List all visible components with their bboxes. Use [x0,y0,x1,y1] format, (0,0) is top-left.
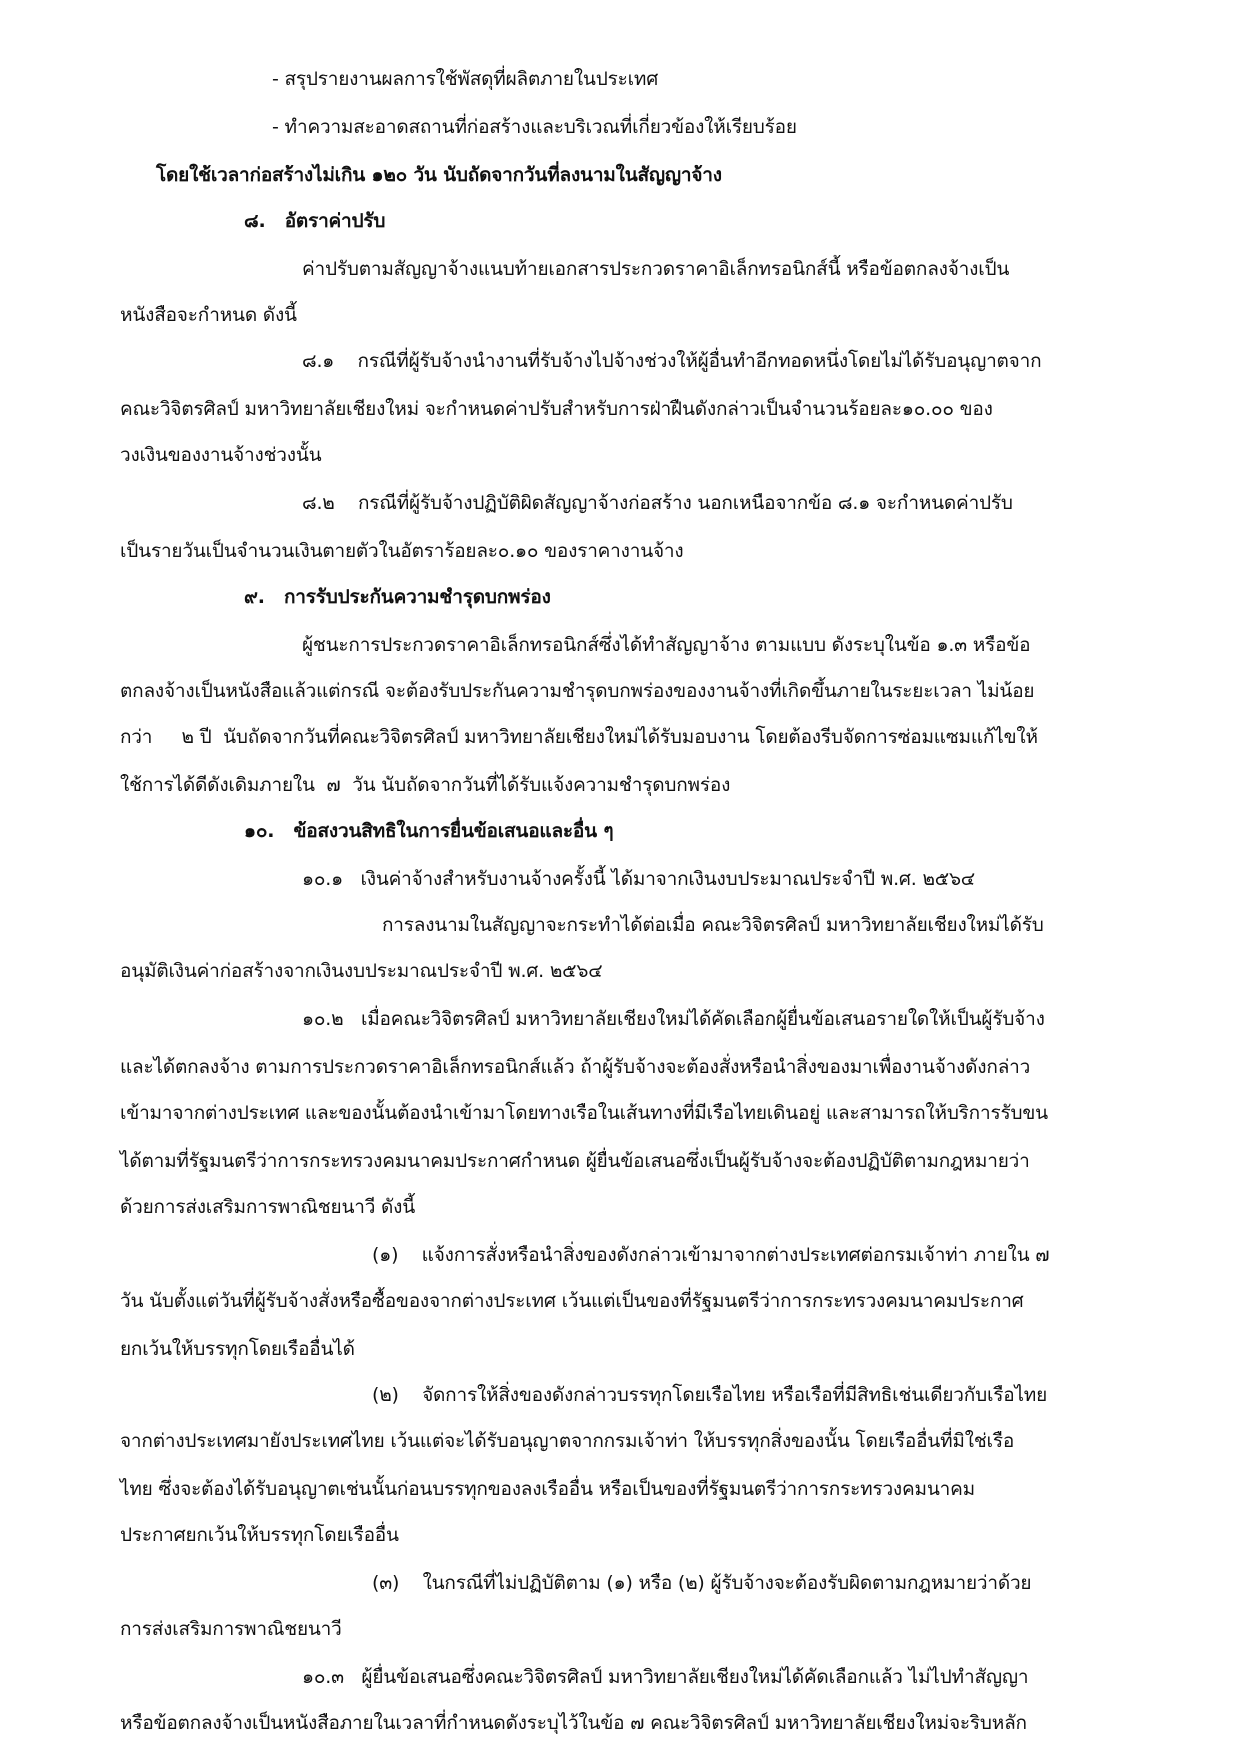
paragraph-line: หรือข้อตกลงจ้างเป็นหนังสือภายในเวลาที่กำหนดดังระบุไว้ในข้อ ๗ คณะวิจิตรศิลป์ มหาวิทยาลัยเชียงใหม่จะริบหลัก [120,1712,1027,1734]
paragraph-line: คณะวิจิตรศิลป์ มหาวิทยาลัยเชียงใหม่ จะกำหนดค่าปรับสำหรับการฝ่าฝืนดังกล่าวเป็นจำนวนร้อยละ๑๐.๐๐ ของ [120,398,993,420]
paragraph-line: เข้ามาจากต่างประเทศ และของนั้นต้องนำเข้ามาโดยทางเรือในเส้นทางที่มีเรือไทยเดินอยู่ และสามารถให้บริการรับขน [120,1102,1048,1124]
paragraph-line: (๒) จัดการให้สิ่งของดังกล่าวบรรทุกโดยเรือไทย หรือเรือที่มีสิทธิเช่นเดียวกับเรือไทย [372,1384,1048,1406]
paragraph-line: วงเงินของงานจ้างช่วงนั้น [120,444,322,466]
paragraph-line: ใช้การได้ดีดังเดิมภายใน ๗ วัน นับถัดจากวันที่ได้รับแจ้งความชำรุดบกพร่อง [120,774,731,796]
section-heading: ๘. อัตราค่าปรับ [244,210,386,232]
bullet-line: - สรุปรายงานผลการใช้พัสดุที่ผลิตภายในประเทศ [272,68,659,90]
paragraph-line: การลงนามในสัญญาจะกระทำได้ต่อเมื่อ คณะวิจิตรศิลป์ มหาวิทยาลัยเชียงใหม่ได้รับ [382,914,1044,936]
paragraph-line: กว่า ๒ ปี นับถัดจากวันที่คณะวิจิตรศิลป์ มหาวิทยาลัยเชียงใหม่ได้รับมอบงาน โดยต้องรีบจัดการซ่อมแซมแก้ไขให้ [120,726,1038,748]
paragraph-line: เป็นรายวันเป็นจำนวนเงินตายตัวในอัตราร้อยละ๐.๑๐ ของราคางานจ้าง [120,540,684,562]
paragraph-line: ผู้ชนะการประกวดราคาอิเล็กทรอนิกส์ซึ่งได้ทำสัญญาจ้าง ตามแบบ ดังระบุในข้อ ๑.๓ หรือข้อ [302,634,1031,656]
paragraph-line: ๑๐.๑ เงินค่าจ้างสำหรับงานจ้างครั้งนี้ ได้มาจากเงินงบประมาณประจำปี พ.ศ. ๒๕๖๔ [302,868,975,890]
paragraph-line: ๘.๑ กรณีที่ผู้รับจ้างนำงานที่รับจ้างไปจ้างช่วงให้ผู้อื่นทำอีกทอดหนึ่งโดยไม่ได้รับอนุญาตจาก [302,350,1042,372]
paragraph-line: (๑) แจ้งการสั่งหรือนำสิ่งของดังกล่าวเข้ามาจากต่างประเทศต่อกรมเจ้าท่า ภายใน ๗ [372,1244,1050,1266]
bullet-line: - ทำความสะอาดสถานที่ก่อสร้างและบริเวณที่เกี่ยวข้องให้เรียบร้อย [272,116,797,138]
paragraph-line: ๑๐.๒ เมื่อคณะวิจิตรศิลป์ มหาวิทยาลัยเชียงใหม่ได้คัดเลือกผู้ยื่นข้อเสนอรายใดให้เป็นผู้รับจ้าง [302,1008,1045,1030]
paragraph-line: ไทย ซึ่งจะต้องได้รับอนุญาตเช่นนั้นก่อนบรรทุกของลงเรืออื่น หรือเป็นของที่รัฐมนตรีว่าการกระทรวงคมนาคม [120,1478,975,1500]
bold-line: โดยใช้เวลาก่อสร้างไม่เกิน ๑๒๐ วัน นับถัดจากวันที่ลงนามในสัญญาจ้าง [156,164,722,186]
section-heading: ๙. การรับประกันความชำรุดบกพร่อง [244,586,551,608]
paragraph-line: ด้วยการส่งเสริมการพาณิชยนาวี ดังนี้ [120,1196,416,1218]
paragraph-line: และได้ตกลงจ้าง ตามการประกวดราคาอิเล็กทรอนิกส์แล้ว ถ้าผู้รับจ้างจะต้องสั่งหรือนำสิ่งของมาเพื่องานจ้างดังกล่าว [120,1056,1031,1078]
paragraph-line: ยกเว้นให้บรรทุกโดยเรืออื่นได้ [120,1338,355,1360]
paragraph-line: ๘.๒ กรณีที่ผู้รับจ้างปฏิบัติผิดสัญญาจ้างก่อสร้าง นอกเหนือจากข้อ ๘.๑ จะกำหนดค่าปรับ [302,492,1013,514]
paragraph-line: ประกาศยกเว้นให้บรรทุกโดยเรืออื่น [120,1524,399,1546]
section-heading: ๑๐. ข้อสงวนสิทธิในการยื่นข้อเสนอและอื่น ๆ [244,820,614,842]
paragraph-line: อนุมัติเงินค่าก่อสร้างจากเงินงบประมาณประจำปี พ.ศ. ๒๕๖๔ [120,960,603,982]
paragraph-line: ๑๐.๓ ผู้ยื่นข้อเสนอซึ่งคณะวิจิตรศิลป์ มหาวิทยาลัยเชียงใหม่ได้คัดเลือกแล้ว ไม่ไปทำสัญญา [302,1666,1029,1688]
paragraph-line: ตกลงจ้างเป็นหนังสือแล้วแต่กรณี จะต้องรับประกันความชำรุดบกพร่องของงานจ้างที่เกิดขึ้นภายในระยะเวลา ไม่น้อย [120,680,1035,702]
paragraph-line: จากต่างประเทศมายังประเทศไทย เว้นแต่จะได้รับอนุญาตจากกรมเจ้าท่า ให้บรรทุกสิ่งของนั้น โดยเรืออื่นที่มิใช่เรือ [120,1430,1015,1452]
paragraph-line: การส่งเสริมการพาณิชยนาวี [120,1618,342,1640]
paragraph-line: ได้ตามที่รัฐมนตรีว่าการกระทรวงคมนาคมประกาศกำหนด ผู้ยื่นข้อเสนอซึ่งเป็นผู้รับจ้างจะต้องปฏิบัติตามกฎหมายว่า [120,1150,1030,1172]
paragraph-line: หนังสือจะกำหนด ดังนี้ [120,304,297,326]
paragraph-line: (๓) ในกรณีที่ไม่ปฏิบัติตาม (๑) หรือ (๒) ผู้รับจ้างจะต้องรับผิดตามกฎหมายว่าด้วย [372,1572,1032,1594]
paragraph-line: ค่าปรับตามสัญญาจ้างแนบท้ายเอกสารประกวดราคาอิเล็กทรอนิกส์นี้ หรือข้อตกลงจ้างเป็น [302,258,1010,280]
paragraph-line: วัน นับตั้งแต่วันที่ผู้รับจ้างสั่งหรือซื้อของจากต่างประเทศ เว้นแต่เป็นของที่รัฐมนตรีว่าการกระทรวงคมนาคมประกาศ [120,1290,1024,1312]
